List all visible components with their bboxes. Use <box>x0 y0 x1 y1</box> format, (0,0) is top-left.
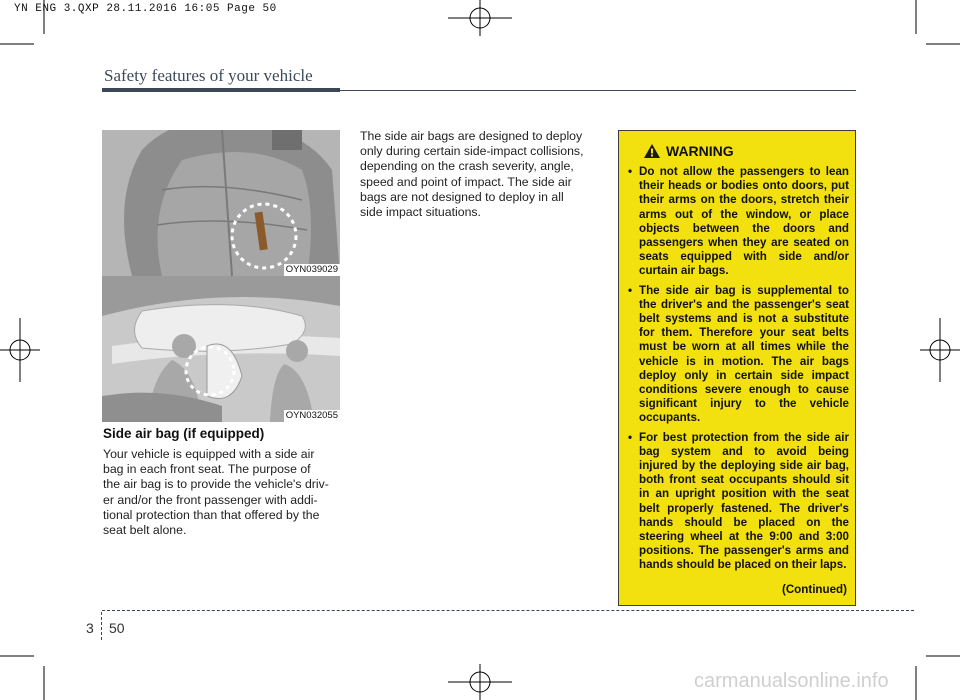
warning-list <box>627 165 849 578</box>
paragraph-line: The side air bags are designed to deploy <box>360 129 583 143</box>
page-number: 50 <box>109 620 125 636</box>
paragraph-line: Your vehicle is equipped with a side air <box>103 447 315 461</box>
footer-separator <box>101 612 102 640</box>
page-header-title: Safety features of your vehicle <box>104 66 313 85</box>
warning-item: • The side air bag is supplemental to the driver's and the passenger's seat belt systems and is not a substitute for them. Therefore your seat belts must be worn at all times while the vehicle is in motion. The air bags deploy only in certain side impact conditions severe enough to cause significant injury to the vehicle occupants. <box>627 284 849 426</box>
figure-code: OYN039029 <box>285 264 338 275</box>
watermark: carmanualsonline.info <box>694 670 889 692</box>
print-slug: YN ENG 3.QXP 28.11.2016 16:05 Page 50 <box>14 3 277 15</box>
paragraph-line: bag in each front seat. The purpose of <box>103 462 311 477</box>
section-title: Side air bag (if equipped) <box>103 426 265 441</box>
warning-item: • For best protection from the side air bag system and to avoid being injured by the deploying side air bag, both front seat occupants should sit in an upright position with the seat belt properly fastened. The driver's hands should be placed on the steering wheel at the 9:00 and 3:00 positions. The passenger's arms and hands should be placed on their laps. <box>627 431 849 573</box>
paragraph-line: tional protection than that offered by the <box>103 507 320 522</box>
footer-rule <box>102 610 914 611</box>
figure-cabin-image <box>102 276 340 422</box>
paragraph-line: bags are not designed to deploy in all <box>360 189 564 204</box>
header-bar <box>102 88 340 92</box>
warning-title: WARNING <box>666 143 734 159</box>
chapter-number: 3 <box>86 620 94 636</box>
warning-header <box>643 143 734 159</box>
middle-paragraph <box>360 129 600 220</box>
paragraph-line: seat belt alone. <box>103 523 187 538</box>
seat-illustration <box>102 130 340 276</box>
warning-item: • Do not allow the passengers to lean their heads or bodies onto doors, put their arms on the doors, stretch their arms out of the window, or place objects between the doors and passengers when they are seated on seats equipped with side and/or curtain air bags. <box>627 165 849 279</box>
paragraph-line: er and/or the front passenger with addi- <box>103 492 318 507</box>
paragraph-line: the air bag is to provide the vehicle's driv- <box>103 477 329 492</box>
paragraph-line: only during certain side-impact collisions, <box>360 144 584 159</box>
paragraph-line: depending on the crash severity, angle, <box>360 159 574 174</box>
figure-code: OYN032055 <box>285 410 338 421</box>
left-paragraph <box>103 447 340 538</box>
warning-box <box>618 130 856 606</box>
paragraph-line: side impact situations. <box>360 205 481 220</box>
warning-triangle-icon <box>643 143 661 159</box>
header-rule <box>340 90 856 91</box>
figure-seat-image <box>102 130 340 276</box>
paragraph-line: speed and point of impact. The side air <box>360 174 572 189</box>
continued-label: (Continued) <box>781 583 847 596</box>
cabin-illustration <box>102 276 340 422</box>
